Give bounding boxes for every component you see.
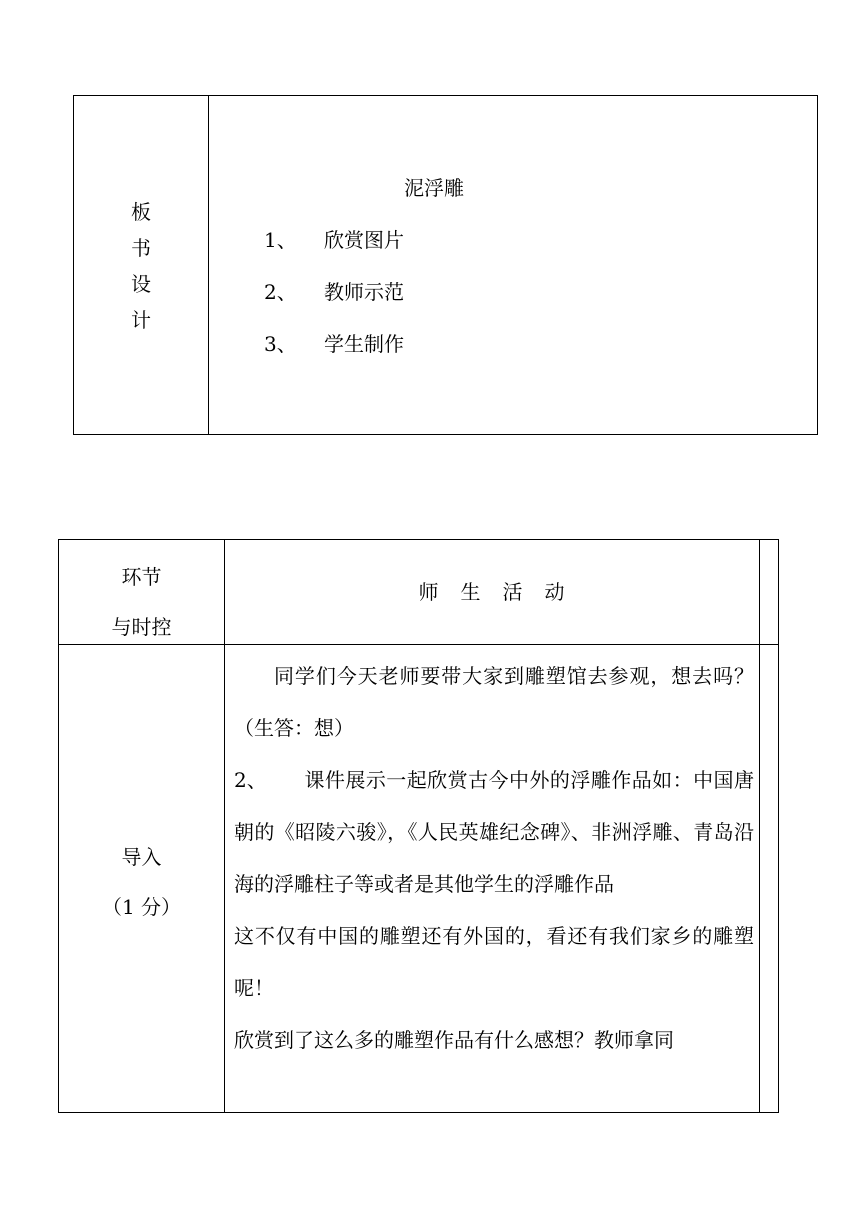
paragraph: 这不仅有中国的雕塑还有外国的，看还有我们家乡的雕塑呢！: [234, 924, 754, 1000]
stage-name: 导入: [121, 845, 162, 869]
board-item: [264, 330, 404, 358]
label-char: 板: [131, 200, 151, 224]
header-time-control: 与时控: [111, 615, 172, 639]
paragraph-number: 2、: [234, 768, 267, 792]
board-item: [264, 278, 404, 306]
header-stage-time: [59, 552, 224, 652]
item-number: 3、: [264, 332, 297, 356]
paragraph: 同学们今天老师要带大家到雕塑馆去参观，想去吗？（生答：想）: [234, 664, 754, 740]
header-activities: 师生活动: [418, 580, 587, 604]
header-stage: 环节: [121, 565, 162, 589]
label-char: 书: [131, 236, 151, 260]
board-item: [264, 226, 404, 254]
stage-cell: [59, 832, 224, 932]
item-text: 教师示范: [324, 280, 404, 304]
label-char: 设: [131, 272, 151, 296]
column-divider: [224, 540, 225, 1112]
board-title: 泥浮雕: [404, 176, 464, 200]
column-divider: [759, 540, 760, 1112]
activity-content: [234, 650, 754, 1066]
paragraph: [234, 754, 754, 910]
item-number: 2、: [264, 280, 297, 304]
paragraph: 欣赏到了这么多的雕塑作品有什么感想？教师拿同: [234, 1028, 674, 1052]
column-divider: [208, 96, 209, 434]
board-design-label: [74, 194, 208, 338]
activity-table: [58, 539, 779, 1113]
item-text: 学生制作: [324, 332, 404, 356]
board-design-table: [73, 95, 818, 435]
item-number: 1、: [264, 228, 297, 252]
stage-duration: （1 分）: [101, 895, 182, 919]
item-text: 欣赏图片: [324, 228, 404, 252]
label-char: 计: [131, 308, 151, 332]
paragraph-text: 课件展示一起欣赏古今中外的浮雕作品如：中国唐朝的《昭陵六骏》，《人民英雄纪念碑》、非洲浮雕、青岛沿海的浮雕柱子等或者是其他学生的浮雕作品: [234, 768, 754, 896]
